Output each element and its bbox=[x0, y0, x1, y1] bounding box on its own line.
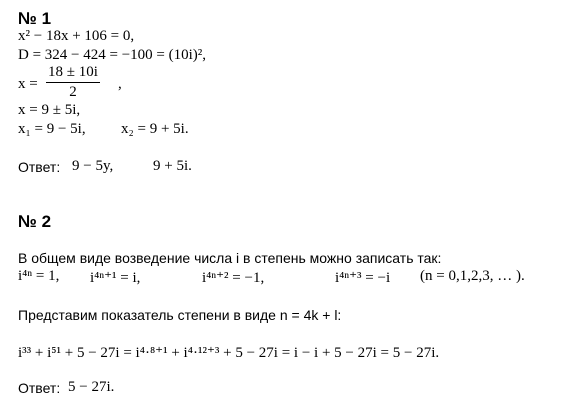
power-4n-plus-3: i⁴ⁿ⁺³ = −i bbox=[335, 270, 391, 286]
power-4n-plus-1: i⁴ⁿ⁺¹ = i, bbox=[90, 270, 141, 286]
problem-2-heading: № 2 bbox=[18, 212, 52, 231]
fraction-denominator: 2 bbox=[69, 84, 77, 100]
x-solution: x = 9 ± 5i, bbox=[18, 102, 81, 118]
fraction-numerator: 18 ± 10i bbox=[46, 64, 100, 83]
problem-1-heading: № 1 bbox=[18, 9, 52, 28]
calculation-line: i³³ + i⁵¹ + 5 − 27i = i⁴·⁸⁺¹ + i⁴·¹²⁺³ + 5 − 27i = i − i + 5 − 27i = 5 − 27i. bbox=[18, 345, 440, 361]
answer-1-value-2: 9 + 5i. bbox=[153, 158, 192, 174]
answer-2-label: Ответ: bbox=[18, 380, 61, 396]
power-4n-plus-2: i⁴ⁿ⁺² = −1, bbox=[202, 270, 265, 286]
quadratic-equation: x² − 18x + 106 = 0, bbox=[18, 28, 135, 44]
x1-root: x₁ = 9 − 5i, bbox=[18, 121, 86, 137]
discriminant-line: D = 324 − 424 = −100 = (10i)², bbox=[18, 47, 207, 63]
answer-1-label: Ответ: bbox=[18, 159, 61, 175]
power-4n: i⁴ⁿ = 1, bbox=[18, 268, 60, 284]
n-range: (n = 0,1,2,3, … ). bbox=[420, 268, 525, 284]
fraction-comma: , bbox=[118, 76, 122, 92]
problem-2-intro: В общем виде возведение числа i в степень можно записать так: bbox=[18, 250, 442, 266]
roots-fraction bbox=[46, 64, 100, 101]
answer-2-value: 5 − 27i. bbox=[68, 379, 115, 395]
representation-line: Представим показатель степени в виде n = 4k + l: bbox=[18, 307, 342, 323]
x2-root: x₂ = 9 + 5i. bbox=[121, 121, 189, 137]
x-prefix: x = bbox=[18, 76, 38, 92]
answer-1-value-1: 9 − 5y, bbox=[72, 158, 114, 174]
